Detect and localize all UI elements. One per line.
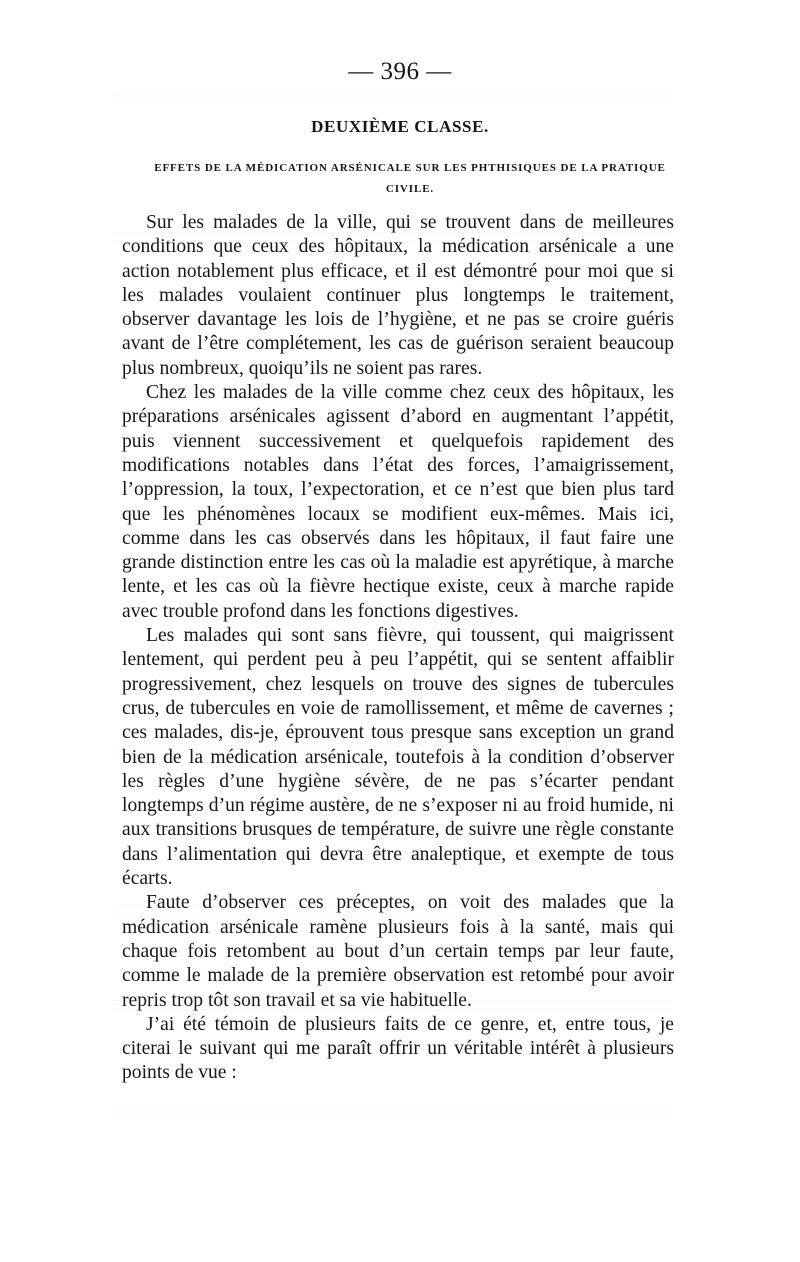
bleed-through-mark <box>112 1108 672 1119</box>
bleed-through-mark <box>112 92 672 103</box>
paragraph: Les malades qui sont sans fièvre, qui toussent, qui maigrissent lentement, qui perdent peu à peu l’appétit, qui se sentent affaiblir progressivement, chez lesquels on trouve des signes de tubercules crus, de tubercules en voie de ramollissement, et même de cavernes ; ces malades, dis-je, éprouvent tous presque sans exception un grand bien de la médication arsénicale, toutefois à la condition d’observer les règles d’une hygiène sévère, de ne pas s’écarter pendant longtemps d’un régime austère, de ne s’exposer ni au froid humide, ni aux transitions brusques de température, de suivre une règle constante dans l’alimentation qui devra être analeptique, et exempte de tous écarts. <box>122 625 674 890</box>
section-subtitle: EFFETS DE LA MÉDICATION ARSÉNICALE SUR LES PHTHISIQUES DE LA PRATIQUE CIVILE. <box>154 162 666 195</box>
paragraph: Sur les malades de la ville, qui se trouvent dans de meilleures conditions que ceux des hôpitaux, la médication arsénicale a une action notablement plus efficace, et il est démontré pour moi que si les malades voulaient continuer plus longtemps le traitement, observer davantage les lois de l’hygiène, et ne pas se croire guéris avant de l’être complétement, les cas de guérison seraient beaucoup plus nombreux, quoiqu’ils ne soient pas rares. <box>122 212 674 379</box>
page-number: — 396 — <box>348 58 452 85</box>
paragraph: Faute d’observer ces préceptes, on voit des malades que la médication arsénicale ramène plusieurs fois à la santé, mais qui chaque fois retombent au bout d’un certain temps par leur faute, comme le malade de la première observation est retombé pour avoir repris trop tôt son travail et sa vie habituelle. <box>122 892 674 1011</box>
paragraph: J’ai été témoin de plusieurs faits de ce genre, et, entre tous, je citerai le suivant qui me paraît offrir un véritable intérêt à plusieurs points de vue : <box>122 1013 674 1084</box>
body-text <box>122 211 674 1086</box>
section-title: DEUXIÈME CLASSE. <box>311 117 489 136</box>
paragraph: Chez les malades de la ville comme chez ceux des hôpitaux, les préparations arsénicales agissent d’abord en augmentant l’appétit, puis viennent successivement et quelquefois rapidement des modifications notables dans l’état des forces, l’amaigrissement, l’oppression, la toux, l’expectoration, et ce n’est que bien plus tard que les phénomènes locaux se modifient eux-mêmes. Mais ici, comme dans les cas observés dans les hôpitaux, il faut faire une grande distinction entre les cas où la maladie est apyrétique, à marche lente, et les cas où la fièvre hectique existe, ceux à marche rapide avec trouble profond dans les fonctions digestives. <box>122 382 674 622</box>
